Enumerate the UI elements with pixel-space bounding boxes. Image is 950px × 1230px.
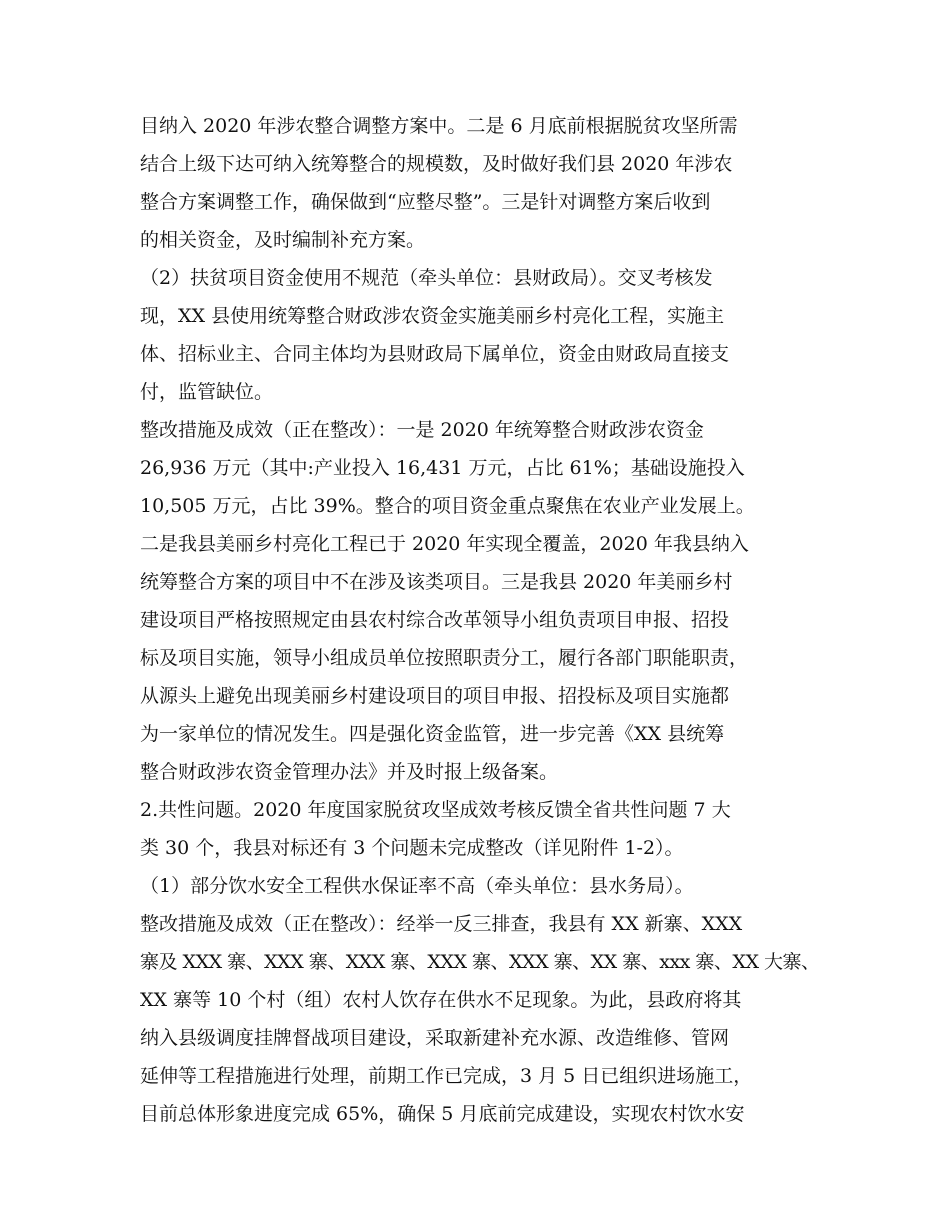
text-line: 结合上级下达可纳入统筹整合的规模数，及时做好我们县 2020 年涉农 [140,153,733,175]
text-line: （2）扶贫项目资金使用不规范（牵头单位：县财政局）。交叉考核发 [140,267,713,289]
text-line: 2.共性问题。2020 年度国家脱贫攻坚成效考核反馈全省共性问题 7 大 [140,799,731,821]
text-line: 的相关资金，及时编制补充方案。 [140,229,426,251]
text-line: 建设项目严格按照规定由县农村综合改革领导小组负责项目申报、招投 [140,609,730,631]
text-line: 延伸等工程措施进行处理，前期工作已完成，3 月 5 日已组织进场施工， [140,1065,753,1087]
text-line: XX 寨等 10 个村（组）农村人饮存在供水不足现象。为此，县政府将其 [140,989,742,1011]
text-line: 目前总体形象进度完成 65%，确保 5 月底前完成建设，实现农村饮水安 [140,1103,745,1125]
text-line: 统筹整合方案的项目中不在涉及该类项目。三是我县 2020 年美丽乡村 [140,571,733,593]
text-line: 付，监管缺位。 [140,381,274,403]
text-line: 26,936 万元（其中:产业投入 16,431 万元，占比 61%；基础设施投入 [140,457,745,479]
text-line: 纳入县级调度挂牌督战项目建设，采取新建补充水源、改造维修、管网 [140,1027,730,1049]
text-line: 整合财政涉农资金管理办法》并及时报上级备案。 [140,761,559,783]
text-line: 体、招标业主、合同主体均为县财政局下属单位，资金由财政局直接支 [140,343,730,365]
text-line: 整改措施及成效（正在整改）：经举一反三排查，我县有 XX 新寨、XXX [140,913,743,935]
text-line: 二是我县美丽乡村亮化工程已于 2020 年实现全覆盖，2020 年我县纳入 [140,533,749,555]
text-line: 类 30 个，我县对标还有 3 个问题未完成整改（详见附件 1-2）。 [140,837,684,859]
text-line: 目纳入 2020 年涉农整合调整方案中。二是 6 月底前根据脱贫攻坚所需 [140,115,738,137]
text-line: 标及项目实施，领导小组成员单位按照职责分工，履行各部门职能职责， [140,647,749,669]
text-line: 整改措施及成效（正在整改）：一是 2020 年统筹整合财政涉农资金 [140,419,704,441]
text-line: 为一家单位的情况发生。四是强化资金监管，进一步完善《XX 县统筹 [140,723,725,745]
text-line: （1）部分饮水安全工程供水保证率不高（牵头单位：县水务局）。 [140,875,694,897]
text-line: 从源头上避免出现美丽乡村建设项目的项目申报、招投标及项目实施都 [140,685,730,707]
text-line: 整合方案调整工作，确保做到“应整尽整”。三是针对调整方案后收到 [140,191,711,213]
text-line: 10,505 万元，占比 39%。整合的项目资金重点聚焦在农业产业发展上。 [140,495,755,517]
document-body [140,107,820,1133]
text-line: 寨及 XXX 寨、XXX 寨、XXX 寨、XXX 寨、XXX 寨、XX 寨、xxx 寨、XX 大寨、 [140,951,820,973]
text-line: 现，XX 县使用统筹整合财政涉农资金实施美丽乡村亮化工程，实施主 [140,305,725,327]
